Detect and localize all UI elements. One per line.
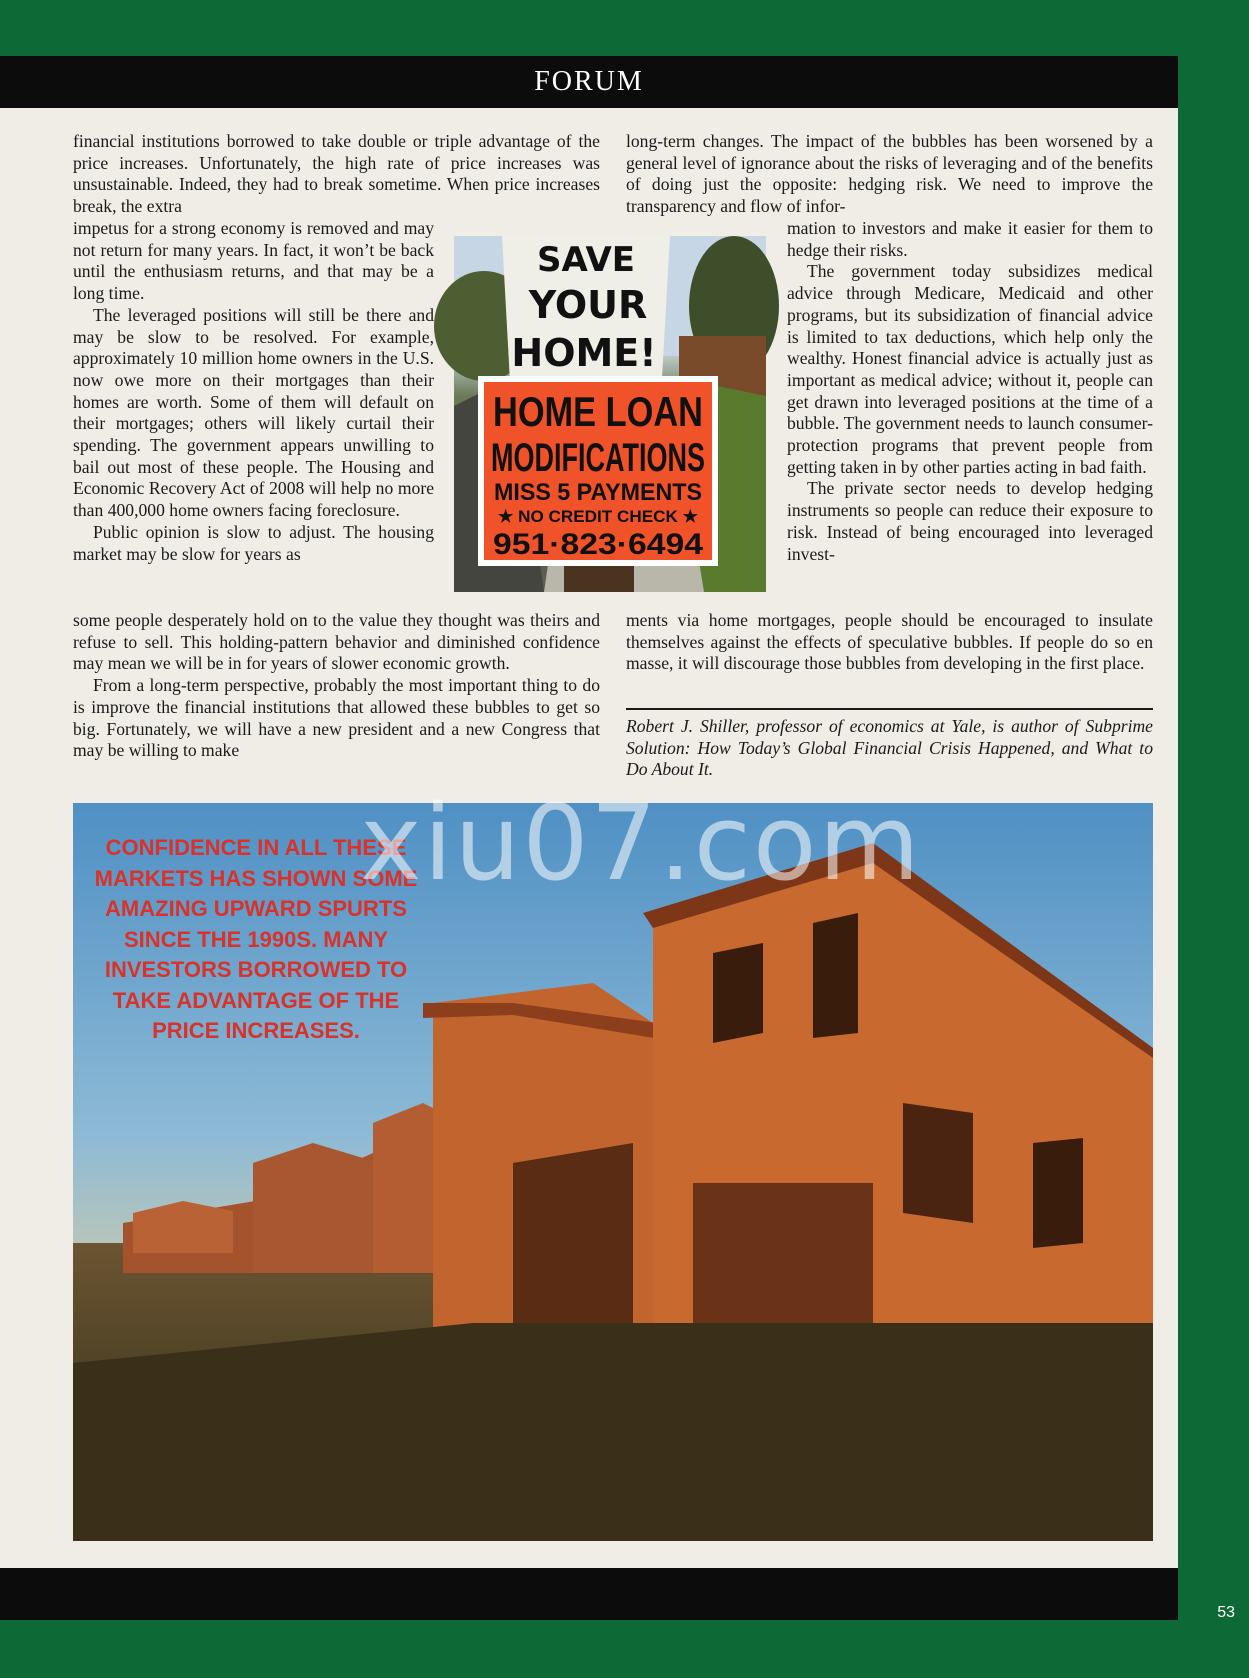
watermark: xiu07.com (360, 782, 922, 904)
article-column-right-mid (787, 218, 1153, 565)
paragraph: financial institutions borrowed to take double or triple advantage of the price increases. Unfortunately, the high rate of price increases was unsustainable. Indeed, they had to break sometime. When price increases break, the extra (73, 131, 600, 217)
article-column-left-bottom (73, 610, 600, 762)
paragraph: impetus for a strong economy is removed and may not return for many years. In fact, it won’t be back until the enthusiasm returns, and that may be a long time. (73, 218, 434, 304)
footer-bar (0, 1568, 1178, 1620)
sign-text-line: HOME LOAN (493, 388, 703, 435)
paragraph: mation to investors and make it easier for them to hedge their risks. (787, 218, 1153, 260)
pull-quote: CONFIDENCE IN ALL THESE MARKETS HAS SHOWN SOME AMAZING UPWARD SPURTS SINCE THE 1990S. MANY INVESTORS BORROWED TO TAKE ADVANTAGE OF THE PRICE INCREASES. (94, 835, 418, 1043)
paragraph: long-term changes. The impact of the bubbles has been worsened by a general level of ignorance about the risks of leveraging and of the benefits of doing just the opposite: hedging risk. We need to improve the transparency and flow of infor- (626, 131, 1153, 217)
page-number: 53 (1217, 1604, 1235, 1621)
article-column-right-bottom (626, 610, 1153, 675)
sign-text-line: YOUR (528, 283, 648, 327)
paragraph: From a long-term perspective, probably the most important thing to do is improve the financial institutions that allowed these bubbles to get so big. Fortunately, we will have a new president and a new Congress that may be willing to make (73, 675, 600, 761)
article-column-right-top (626, 131, 1153, 218)
sign-photo (454, 236, 766, 592)
article-column-left-mid (73, 218, 434, 565)
article-column-left-top (73, 131, 600, 218)
paragraph: The leveraged positions will still be there and may be slow to be resolved. For example, approximately 10 million home owners in the U.S. now owe more on their mortgages than their homes are worth. Some of them will default on their mortgages; others will likely curtail their spending. The government appears unwilling to bail out most of these people. The Housing and Economic Recovery Act of 2008 will help no more than 400,000 home owners facing foreclosure. (73, 304, 434, 521)
sign-text-line: MODIFICATIONS (491, 436, 705, 480)
sign-text-line: ★ NO CREDIT CHECK ★ (498, 507, 699, 526)
sign-photo-illustration (454, 236, 766, 592)
paragraph: The government today subsidizes medical advice through Medicare, Medicaid and other programs, but its subsidization of financial advice is limited to tax deductions, which help only the wealthy. Honest financial advice is actually just as important as medical advice; without it, people can get drawn into leveraged positions at the time of a bubble. The government needs to launch consumer-protection programs that prevent people from getting taken in by other parties acting in bad faith. (787, 261, 1153, 477)
sign-text-line: SAVE (536, 240, 636, 280)
sign-text-line: MISS 5 PAYMENTS (494, 479, 702, 506)
paragraph: The private sector needs to develop hedging instruments so people can reduce their exposure to risk. Instead of being encouraged into leveraged invest- (787, 478, 1153, 564)
paragraph: some people desperately hold on to the value they thought was theirs and refuse to sell. This holding-pattern behavior and diminished confidence may mean we will be in for years of slower economic growth. (73, 610, 600, 674)
paragraph: Public opinion is slow to adjust. The housing market may be slow for years as (73, 521, 434, 564)
sign-text-line: 951·823·6494 (493, 528, 704, 561)
section-header: FORUM (0, 56, 1178, 108)
author-bio: Robert J. Shiller, professor of economics at Yale, is author of Subprime Solution: How Today’s Global Financial Crisis Happened, and What to Do About It. (626, 716, 1153, 780)
sign-text-line: HOME! (511, 331, 657, 375)
paragraph: ments via home mortgages, people should be encouraged to insulate themselves against the effects of speculative bubbles. If people do so en masse, it will discourage those bubbles from developing in the first place. (626, 610, 1153, 674)
bio-divider (626, 708, 1153, 710)
